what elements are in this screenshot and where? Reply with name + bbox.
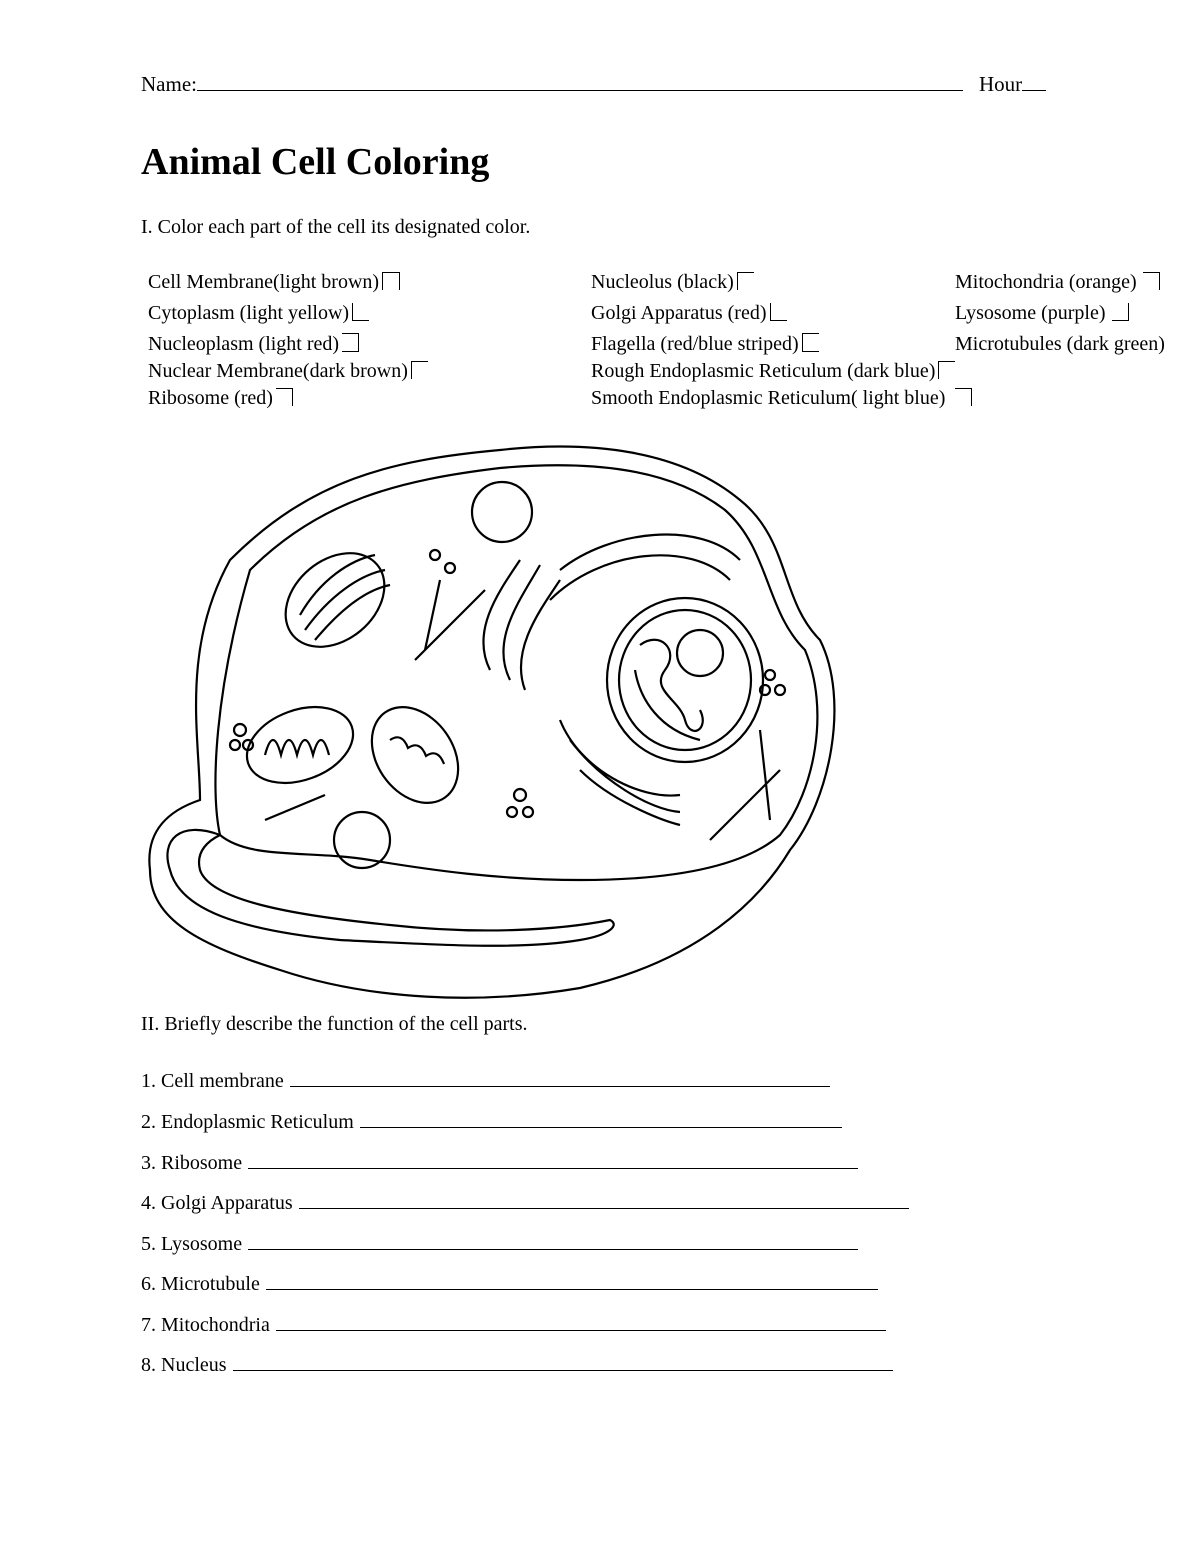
legend-golgi-apparatus: Golgi Apparatus (red): [591, 302, 787, 325]
nucleolus: [677, 630, 723, 676]
question-ribosome: 3. Ribosome: [141, 1148, 858, 1175]
page-title: Animal Cell Coloring: [141, 141, 490, 183]
mitochondrion: [354, 691, 476, 820]
color-checkbox[interactable]: [737, 272, 754, 290]
color-checkbox[interactable]: [1143, 272, 1160, 290]
hour-blank[interactable]: [1022, 72, 1046, 91]
color-checkbox[interactable]: [802, 333, 819, 352]
question-microtubule: 6. Microtubule: [141, 1269, 878, 1296]
answer-line[interactable]: [290, 1066, 830, 1087]
mitochondrion-cristae: [265, 740, 329, 755]
answer-line[interactable]: [233, 1350, 893, 1371]
legend-microtubules: Microtubules (dark green): [955, 333, 1165, 355]
legend-lysosome: Lysosome (purple): [955, 302, 1129, 325]
question-mitochondria: 7. Mitochondria: [141, 1310, 886, 1337]
color-checkbox[interactable]: [1112, 303, 1129, 321]
smooth-er: [483, 560, 560, 690]
lysosome: [507, 807, 517, 817]
question-endoplasmic-reticulum: 2. Endoplasmic Reticulum: [141, 1107, 842, 1134]
answer-line[interactable]: [248, 1229, 858, 1250]
nucleus-inner: [619, 610, 751, 750]
answer-line[interactable]: [299, 1188, 909, 1209]
answer-line[interactable]: [360, 1107, 842, 1128]
legend-nucleolus: Nucleolus (black): [591, 271, 754, 294]
color-checkbox[interactable]: [955, 388, 972, 406]
answer-line[interactable]: [248, 1148, 858, 1169]
legend-cytoplasm: Cytoplasm (light yellow): [148, 302, 369, 325]
color-checkbox[interactable]: [411, 361, 428, 379]
nuclear-membrane: [607, 598, 763, 762]
legend-nucleoplasm: Nucleoplasm (light red): [148, 333, 359, 356]
lysosome: [765, 670, 775, 680]
legend-cell-membrane: Cell Membrane(light brown): [148, 271, 400, 294]
name-label: Name:: [141, 72, 197, 96]
chromatin: [635, 640, 703, 740]
legend-flagella: Flagella (red/blue striped): [591, 333, 819, 356]
question-nucleus: 8. Nucleus: [141, 1350, 893, 1377]
microtubule: [425, 580, 440, 650]
color-checkbox[interactable]: [276, 388, 293, 406]
rough-er: [550, 535, 740, 825]
section-1-instructions: I. Color each part of the cell its designated color.: [141, 216, 531, 238]
question-golgi-apparatus: 4. Golgi Apparatus: [141, 1188, 909, 1215]
animal-cell-diagram: [140, 440, 840, 1005]
name-field[interactable]: [141, 72, 963, 97]
golgi-stacks: [300, 555, 390, 640]
cell-fold: [167, 830, 613, 946]
lysosome: [230, 740, 240, 750]
color-checkbox[interactable]: [938, 361, 955, 379]
question-lysosome: 5. Lysosome: [141, 1229, 858, 1256]
lysosome: [514, 789, 526, 801]
legend-nuclear-membrane: Nuclear Membrane(dark brown): [148, 360, 428, 383]
lysosome: [775, 685, 785, 695]
microtubule: [760, 730, 770, 820]
section-2-instructions: II. Briefly describe the function of the cell parts.: [141, 1013, 528, 1035]
vesicle: [472, 482, 532, 542]
microtubule: [265, 795, 325, 820]
answer-line[interactable]: [266, 1269, 878, 1290]
lysosome: [523, 807, 533, 817]
color-checkbox[interactable]: [382, 272, 400, 290]
answer-line[interactable]: [276, 1310, 886, 1331]
color-checkbox[interactable]: [352, 303, 369, 321]
legend-ribosome: Ribosome (red): [148, 387, 293, 410]
cell-membrane-inner: [215, 465, 817, 880]
lysosome: [234, 724, 246, 736]
color-checkbox[interactable]: [770, 303, 787, 321]
golgi-apparatus: [267, 534, 403, 666]
question-cell-membrane: 1. Cell membrane: [141, 1066, 830, 1093]
legend-rough-er: Rough Endoplasmic Reticulum (dark blue): [591, 360, 955, 383]
lysosome: [430, 550, 440, 560]
microtubule: [710, 770, 780, 840]
color-checkbox[interactable]: [342, 333, 359, 352]
cell-membrane-outer: [149, 447, 834, 998]
hour-label: Hour: [979, 72, 1023, 96]
legend-mitochondria: Mitochondria (orange): [955, 271, 1160, 294]
legend-smooth-er: Smooth Endoplasmic Reticulum( light blue): [591, 387, 972, 410]
name-blank[interactable]: [197, 72, 963, 91]
mitochondrion-cristae: [390, 737, 444, 764]
lysosome: [445, 563, 455, 573]
hour-field[interactable]: [979, 72, 1046, 97]
